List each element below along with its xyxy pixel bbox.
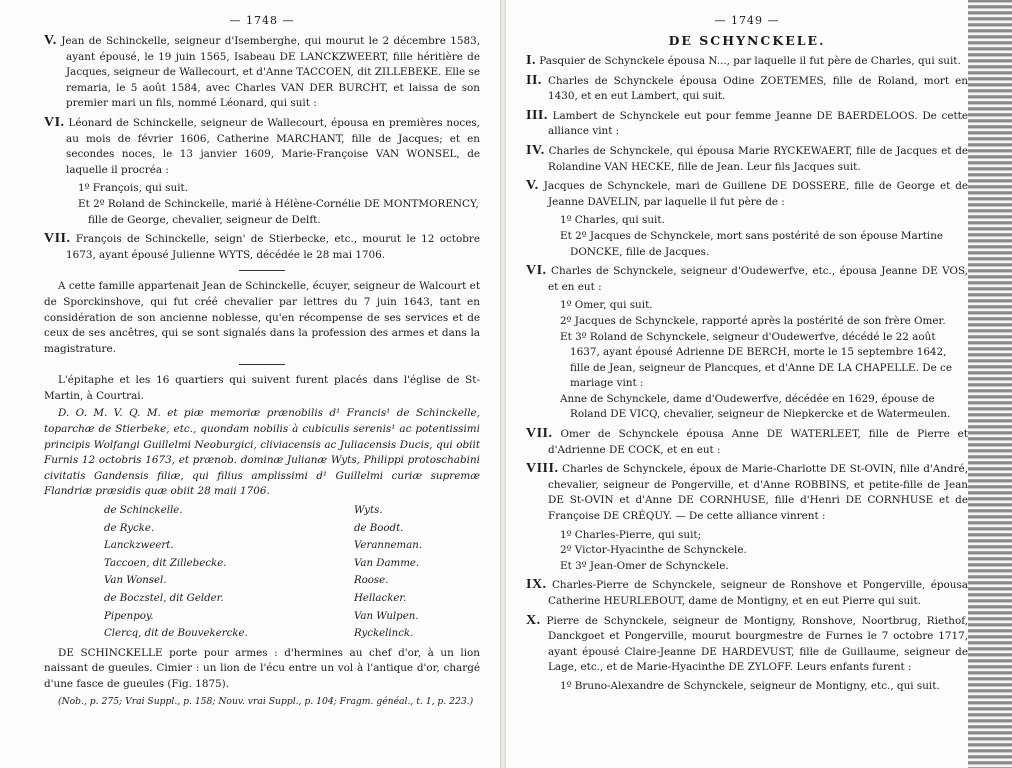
child-line: Et 3º Roland de Schynckele, seigneur d'Oudewerfve, décédé le 22 août 1637, ayant épousé Adrienne DE BERCH, morte le 15 septembre 1642, fille de Jean, seigneur de Plancques, et d'Anne DE LA CHAPELLE. De ce mariage vint :: [560, 330, 952, 390]
entry-left-vii: [44, 231, 480, 263]
arms-paragraph: DE SCHINCKELLE porte pour armes : d'hermines au chef d'or, à un lion naissant de gueules. Cimier : un lion de l'écu entre un vol à l'antique d'or, chargé d'une fasce de gueules (Fig. 1875).: [44, 646, 480, 690]
entry-text: Pasquier de Schynckele épousa N..., par laquelle il fut père de Charles, qui suit.: [539, 55, 961, 67]
genealogy-title: DE SCHYNCKELE.: [668, 33, 826, 48]
entry-text: Charles-Pierre de Schynckele, seigneur de Ronshove et Pongerville, épousa Catherine HEURLEBOUT, dame de Montigny, et en eut Pierre qui suit.: [548, 579, 968, 607]
epitaph-intro: L'épitaphe et les 16 quartiers qui suivent furent placés dans l'église de St-Martin, à Courtrai.: [44, 374, 480, 402]
entry-right-x: [526, 613, 968, 676]
entry-text: Léonard de Schinckelle, seigneur de Wallecourt, épousa en premières noces, au mois de février 1606, Catherine MARCHANT, fille de Jacques; et en secondes noces, le 13 janvier 1609, Marie-Françoise VAN WONSEL, de laquelle il procréa :: [66, 116, 480, 176]
roman-numeral: V.: [44, 33, 57, 48]
entry-text: Charles de Schynckele, seigneur d'Oudewerfve, etc., épousa Jeanne DE VOS, et en eut :: [548, 265, 968, 293]
quarters-row: [84, 608, 422, 626]
quarters-row: [84, 502, 422, 520]
child-line: 2º Victor-Hyacinthe de Schynckele.: [560, 544, 747, 557]
entry-right-iv: [526, 143, 968, 175]
roman-numeral: VIII.: [526, 461, 559, 477]
quarter-right: Veranneman.: [354, 540, 423, 552]
child-line: Et 2º Jacques de Schynckele, mort sans postérité de son épouse Martine DONCKE, fille de Jacques.: [560, 229, 944, 258]
roman-numeral: IV.: [526, 142, 545, 158]
entry-text: Charles de Schynckele, qui épousa Marie RYCKEWAERT, fille de Jacques et de Rolandine VAN HECKE, fille de Jean. Leur fils Jacques suit.: [548, 144, 968, 173]
quarter-right: Van Wulpen.: [354, 610, 419, 622]
quarter-right: Hellacker.: [354, 593, 407, 604]
roman-numeral: I.: [526, 53, 536, 68]
divider: [239, 364, 285, 365]
child-line: Et 3º Jean-Omer de Schynckele.: [560, 559, 729, 572]
entry-right-ii: [526, 73, 968, 105]
child-line: 1º Omer, qui suit.: [560, 299, 653, 312]
entry-text: François de Schinckelle, seign' de Stierbecke, etc., mourut le 12 octobre 1673, ayant épousé Julienne WYTS, décédée le 28 mai 1706.: [66, 233, 481, 261]
entry-right-vii: [526, 426, 968, 458]
scanned-page-edge: [968, 0, 1012, 768]
child-line: 1º Charles, qui suit.: [560, 214, 665, 227]
roman-numeral: IX.: [526, 577, 547, 593]
quarter-left: Clercq, dit de Bouvekercke.: [104, 628, 248, 640]
quarter-left: Lanckzweert.: [104, 540, 174, 552]
quarter-left: Taccoen, dit Zillebecke.: [104, 557, 227, 569]
quarter-left: Van Wonsel.: [104, 575, 167, 587]
roman-numeral: VII.: [44, 231, 71, 247]
entry-text: Pierre de Schynckele, seigneur de Montigny, Ronshove, Noortbrug, Riethof, Danckgoet et Pongerville, mourut bourgmestre de Furnes le 7 octobre 1717, ayant épousé Claire-Jeanne DE HARDEVUST, fille de Guillaume, seigneur de Lage, etc., et de Marie-Hyacinthe DE ZYLOFF. Leurs enfants furent :: [546, 614, 968, 674]
roman-numeral: VII.: [526, 426, 553, 442]
child-line: Anne de Schynckele, dame d'Oudewerfve, décédée en 1629, épouse de Roland DE VICQ, chevalier, seigneur de Niepkercke et de Watermeulen.: [560, 392, 951, 421]
entry-left-v: [44, 33, 480, 112]
quarters-row: [84, 590, 422, 608]
entry-right-i: [526, 53, 968, 70]
quarters-row: [84, 537, 422, 555]
left-page: [0, 0, 500, 768]
quarters-row: [84, 572, 422, 590]
child-line: 1º Charles-Pierre, qui suit;: [560, 528, 702, 541]
quarter-left: de Rycke.: [104, 522, 155, 534]
entry-right-ix: [526, 577, 968, 609]
roman-numeral: V.: [526, 178, 539, 194]
quarters-row: [84, 555, 422, 573]
roman-numeral: VI.: [526, 263, 547, 279]
family-paragraph: A cette famille appartenait Jean de Schinckelle, écuyer, seigneur de Walcourt et de Sporckinshove, qui fut créé chevalier par lettres du 7 juin 1643, tant en considération de son ancienne noblesse, qu'en récompense de ses services et de ceux de ses ancêtres, qui se sont signalés dans la profession des armes et dans la magistrature.: [44, 280, 480, 355]
entry-left-vi: [44, 115, 480, 178]
child-line: 1º Bruno-Alexandre de Schynckele, seigneur de Montigny, etc., qui suit.: [560, 679, 940, 692]
roman-numeral: X.: [526, 612, 541, 628]
child-line: 2º Jacques de Schynckele, rapporté après la postérité de son frère Omer.: [560, 314, 946, 327]
page-number-left: — 1748 —: [229, 14, 295, 27]
quarter-right: Wyts.: [354, 505, 383, 517]
quarter-left: Pipenpoy.: [104, 610, 154, 622]
entry-right-vi: [526, 263, 968, 295]
entry-text: Charles de Schynckele épousa Odine ZOETEMES, fille de Roland, mort en 1430, et en eut Lambert, qui suit.: [548, 74, 968, 103]
page-number-right: — 1749 —: [714, 14, 780, 27]
roman-numeral: II.: [526, 72, 542, 88]
right-page: [506, 0, 1012, 768]
quarter-left: de Schinckelle.: [104, 505, 183, 517]
child-line: 1º François, qui suit.: [78, 182, 188, 195]
quarter-right: Roose.: [354, 575, 389, 587]
quarters-row: [84, 520, 422, 538]
entry-text: Jean de Schinckelle, seigneur d'Isemberghe, qui mourut le 2 décembre 1583, ayant épousé, le 19 juin 1565, Isabeau DE LANCKZWEERT, fille héritière de Jacques, seigneur de Wallecourt, et d'Anne TACCOEN, dit ZILLEBEKE. Elle se remaria, le 5 août 1584, avec Charles VAN DER BURCHT, et laissa de son premier mari un fils, nommé Léonard, qui suit :: [61, 35, 480, 110]
child-line: Et 2º Roland de Schinckelle, marié à Hélène-Cornélie DE MONTMORENCY, fille de George, chevalier, seigneur de Delft.: [78, 197, 479, 226]
quarters-table: [84, 502, 422, 643]
entry-text: Jacques de Schynckele, mari de Guillene DE DOSSERE, fille de George et de Jeanne DAVELIN, par laquelle il fut père de :: [543, 180, 968, 208]
quarter-right: de Boodt.: [354, 522, 404, 534]
entry-text: Charles de Schynckele, époux de Marie-Charlotte DE St-OVIN, fille d'André, chevalier, seigneur de Pongerville, et d'Anne ROBBINS, et petite-fille de Jean DE St-OVIN et d'Anne DE CORNHUSE, fille d'Henri DE CORNHUSE et de Françoise DE CRÉQUY. — De cette alliance vinrent :: [548, 463, 968, 523]
roman-numeral: VI.: [44, 114, 65, 130]
entry-right-v: [526, 178, 968, 210]
entry-text: Omer de Schynckele épousa Anne DE WATERLEET, fille de Pierre et d'Adrienne DE COCK, et en eut :: [548, 428, 968, 456]
sources-line: (Nob., p. 275; Vrai Suppl., p. 158; Nouv. vrai Suppl., p. 104; Fragm. généal., t. 1, p. 223.): [58, 695, 474, 707]
quarter-left: de Boczstel, dit Gelder.: [104, 593, 224, 604]
divider: [239, 270, 285, 271]
quarters-row: [84, 625, 422, 643]
entry-text: Lambert de Schynckele eut pour femme Jeanne DE BAERDELOOS. De cette alliance vint :: [548, 109, 968, 138]
epitaph-text: D. O. M. V. Q. M. et piæ memoriæ prænobilis d¹ Francis¹ de Schinckelle, toparchæ de Stierbeke, etc., quondam nobilis à cubiculis serenis¹ ac potentissimi principis Wolfangi Guillelmi Neoburgici, cliviacensis ac Juliacensis Ducis, qui obiit Furnis 12 octobris 1673, et prænob. dominæ Julianæ Wyts, Philippi protoschabini civitatis Gandensis filiæ, qui filius amplissimi d¹ Guillelmi curiæ supremæ Flandriæ præsidis quæ obiit 28 maii 1706.: [44, 407, 480, 498]
roman-numeral: III.: [526, 107, 548, 123]
quarter-right: Van Damme.: [354, 557, 420, 569]
quarter-right: Ryckelinck.: [354, 628, 414, 640]
entry-right-viii: [526, 461, 968, 524]
entry-right-iii: [526, 108, 968, 140]
